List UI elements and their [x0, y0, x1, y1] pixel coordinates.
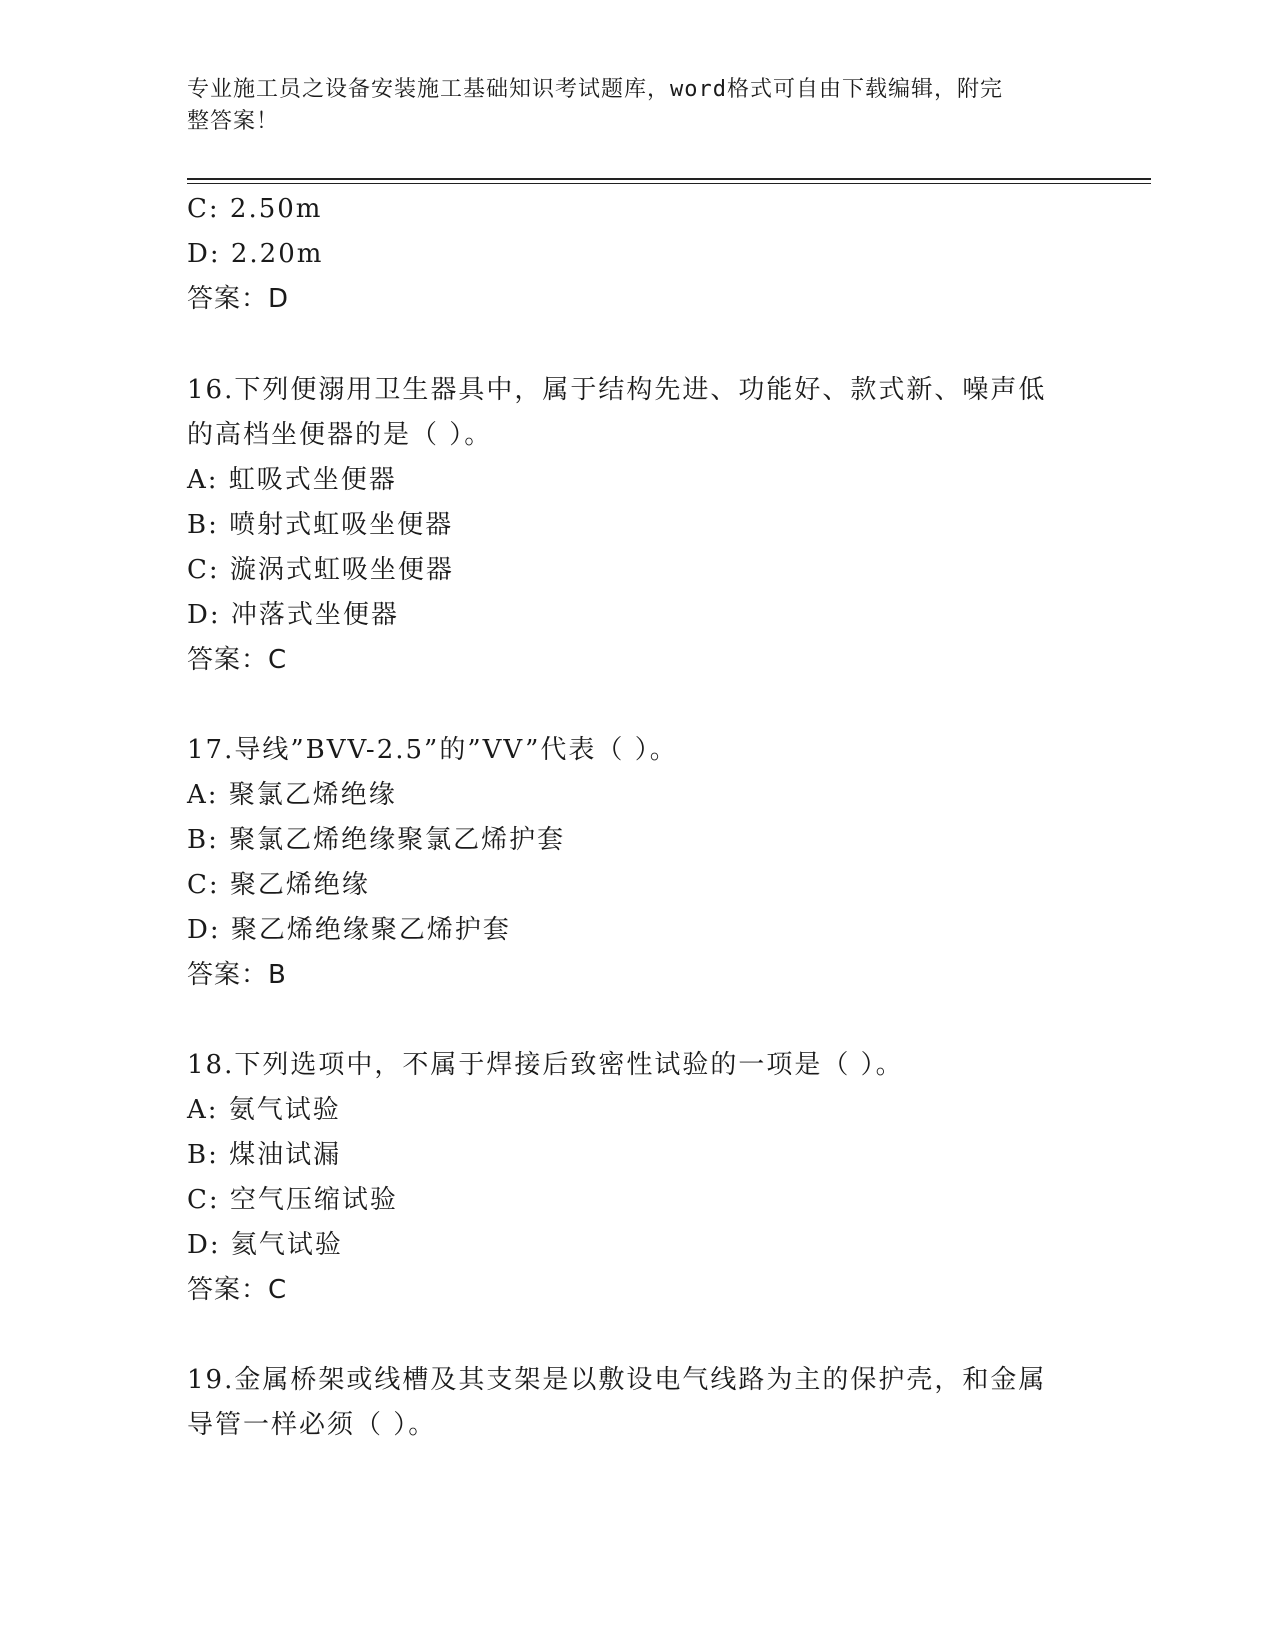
prev-option-c: C: 2.50m — [187, 194, 323, 224]
document-header — [187, 74, 1067, 138]
header-divider-thin — [187, 183, 1151, 184]
q17-option-a: A: 聚氯乙烯绝缘 — [187, 780, 397, 810]
q19-text-line-2: 导管一样必须（ ）。 — [187, 1410, 437, 1440]
q19-text-line-1: 19.金属桥架或线槽及其支架是以敷设电气线路为主的保护壳，和金属 — [187, 1365, 1047, 1395]
header-title-line-1: 专业施工员之设备安装施工基础知识考试题库，word格式可自由下载编辑，附完 — [187, 77, 1003, 102]
q18-option-c: C: 空气压缩试验 — [187, 1185, 398, 1215]
q16-answer: 答案：C — [187, 645, 288, 675]
q18-option-d: D: 氦气试验 — [187, 1230, 343, 1260]
q17-option-d: D: 聚乙烯绝缘聚乙烯护套 — [187, 915, 511, 945]
prev-answer: 答案：D — [187, 284, 290, 314]
header-divider-thick — [187, 178, 1151, 180]
q16-text-line-2: 的高档坐便器的是（ ）。 — [187, 420, 493, 450]
q18-text-line-1: 18.下列选项中，不属于焊接后致密性试验的一项是（ ）。 — [187, 1050, 904, 1080]
header-title-line-2: 整答案！ — [187, 109, 280, 134]
q16-text-line-1: 16.下列便溺用卫生器具中，属于结构先进、功能好、款式新、噪声低 — [187, 375, 1047, 405]
prev-option-d: D: 2.20m — [187, 239, 324, 269]
q16-option-b: B: 喷射式虹吸坐便器 — [187, 510, 454, 540]
q18-option-b: B: 煤油试漏 — [187, 1140, 342, 1170]
q17-text-line-1: 17.导线”BVV-2.5”的”VV”代表（ ）。 — [187, 735, 678, 765]
q17-answer: 答案：B — [187, 960, 287, 990]
q16-option-c: C: 漩涡式虹吸坐便器 — [187, 555, 454, 585]
q17-option-b: B: 聚氯乙烯绝缘聚氯乙烯护套 — [187, 825, 566, 855]
q16-option-d: D: 冲落式坐便器 — [187, 600, 399, 630]
q16-option-a: A: 虹吸式坐便器 — [187, 465, 397, 495]
q18-option-a: A: 氨气试验 — [187, 1095, 341, 1125]
q18-answer: 答案：C — [187, 1275, 288, 1305]
q17-option-c: C: 聚乙烯绝缘 — [187, 870, 370, 900]
